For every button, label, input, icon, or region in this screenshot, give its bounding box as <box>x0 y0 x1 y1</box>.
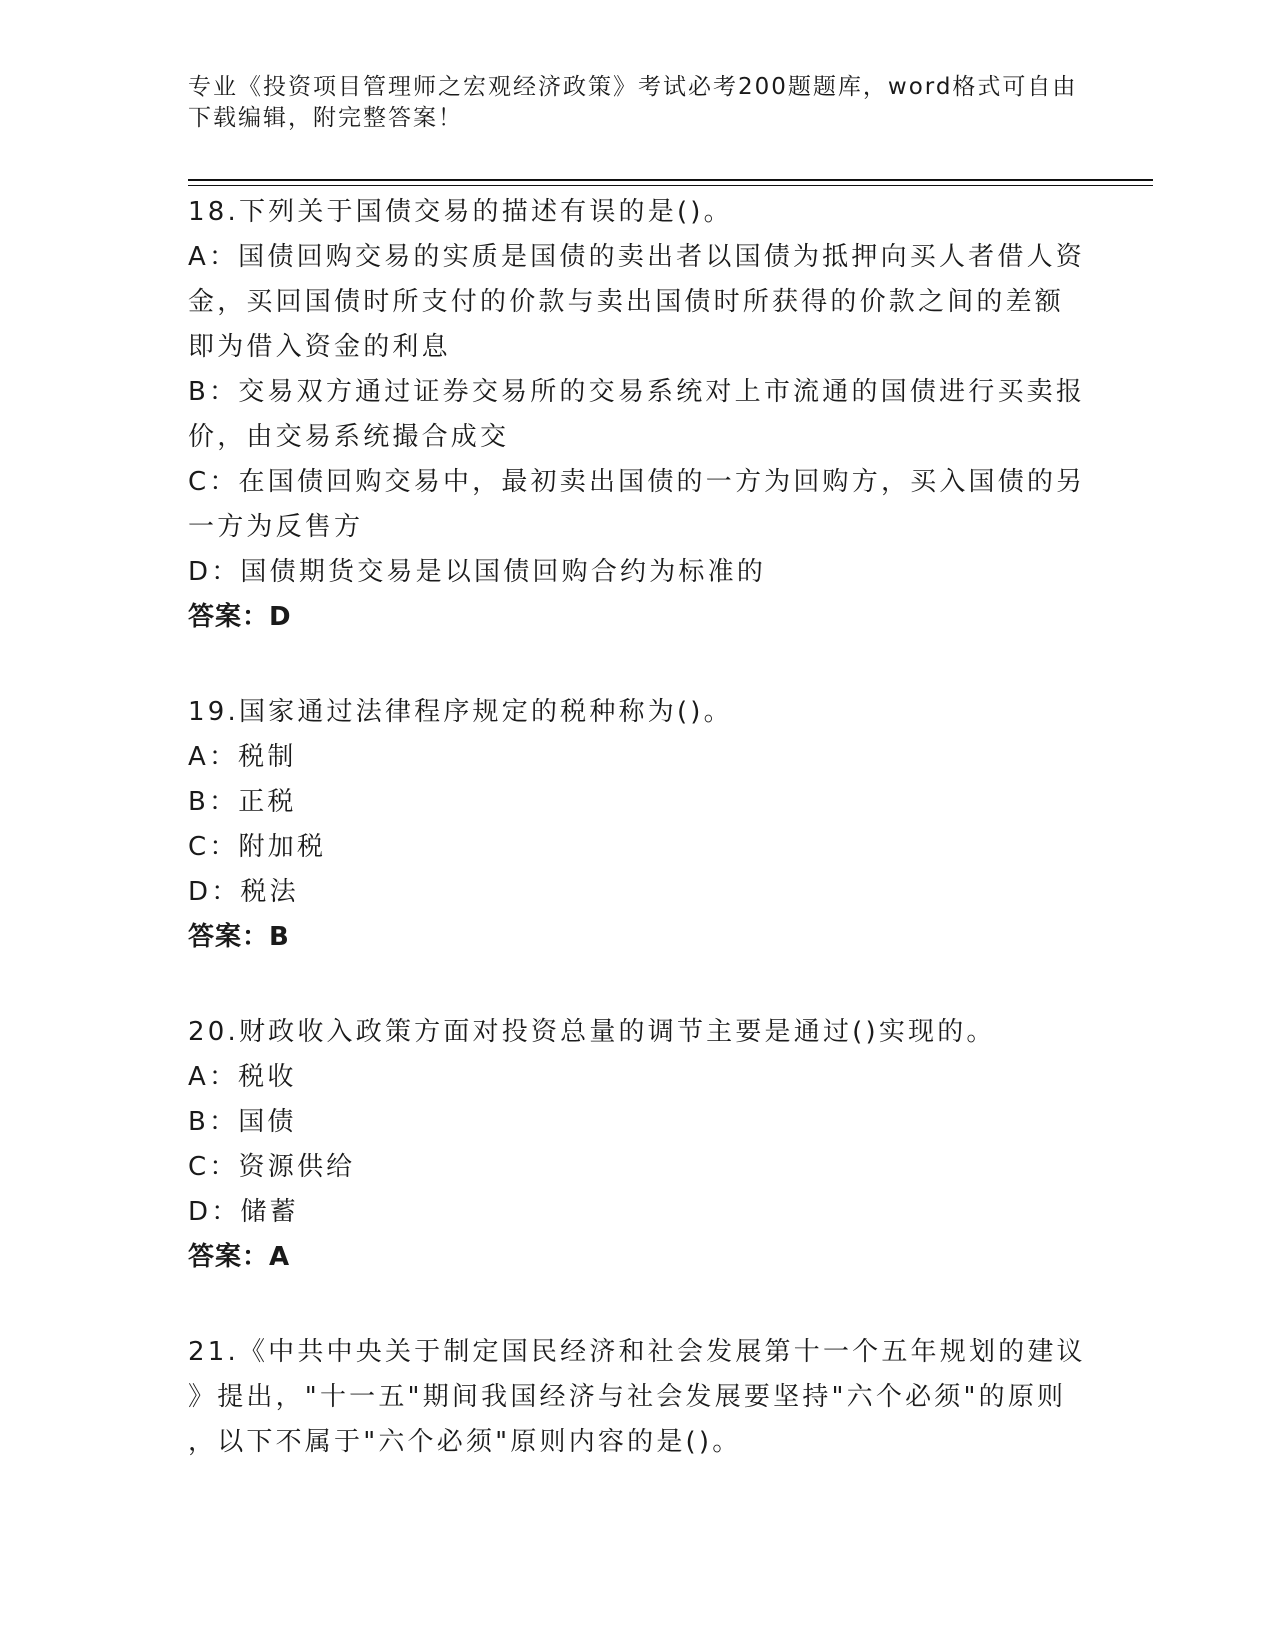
option-b: B：正税 <box>188 787 297 817</box>
header-divider-thick <box>188 179 1153 181</box>
header-divider-thin <box>188 185 1153 186</box>
document-header <box>188 72 1088 134</box>
option-d: D：国债期货交易是以国债回购合约为标准的 <box>188 557 767 587</box>
option-d: D：储蓄 <box>188 1197 299 1227</box>
header-line-1: 专业《投资项目管理师之宏观经济政策》考试必考200题题库，word格式可自由 <box>188 74 1078 100</box>
answer: 答案：D <box>188 602 292 632</box>
question-stem: 21.《中共中央关于制定国民经济和社会发展第十一个五年规划的建议 <box>188 1337 1086 1367</box>
option-c: C：附加税 <box>188 832 327 862</box>
option-d: D：税法 <box>188 877 299 907</box>
option-a-continued: 金，买回国债时所支付的价款与卖出国债时所获得的价款之间的差额 <box>188 287 1065 317</box>
option-a: A：税制 <box>188 742 297 772</box>
option-a-continued: 即为借入资金的利息 <box>188 332 451 362</box>
question-stem-continued: ，以下不属于"六个必须"原则内容的是()。 <box>188 1427 742 1457</box>
question-stem: 19.国家通过法律程序规定的税种称为()。 <box>188 697 733 727</box>
question-18 <box>188 190 1088 640</box>
question-stem: 20.财政收入政策方面对投资总量的调节主要是通过()实现的。 <box>188 1017 996 1047</box>
option-c: C：资源供给 <box>188 1152 356 1182</box>
option-c: C：在国债回购交易中，最初卖出国债的一方为回购方，买入国债的另 <box>188 467 1086 497</box>
question-20 <box>188 1010 1088 1280</box>
option-c-continued: 一方为反售方 <box>188 512 364 542</box>
option-a: A：税收 <box>188 1062 297 1092</box>
header-line-2: 下载编辑，附完整答案！ <box>188 105 463 131</box>
option-b-continued: 价，由交易系统撮合成交 <box>188 422 510 452</box>
question-19 <box>188 690 1088 960</box>
question-stem-continued: 》提出，"十一五"期间我国经济与社会发展要坚持"六个必须"的原则 <box>188 1382 1067 1412</box>
option-b: B：交易双方通过证券交易所的交易系统对上市流通的国债进行买卖报 <box>188 377 1086 407</box>
question-list <box>188 190 1088 1515</box>
question-21 <box>188 1330 1088 1465</box>
answer: 答案：B <box>188 922 290 952</box>
option-b: B：国债 <box>188 1107 297 1137</box>
question-stem: 18.下列关于国债交易的描述有误的是()。 <box>188 197 733 227</box>
option-a: A：国债回购交易的实质是国债的卖出者以国债为抵押向买人者借人资 <box>188 242 1085 272</box>
answer: 答案：A <box>188 1242 291 1272</box>
